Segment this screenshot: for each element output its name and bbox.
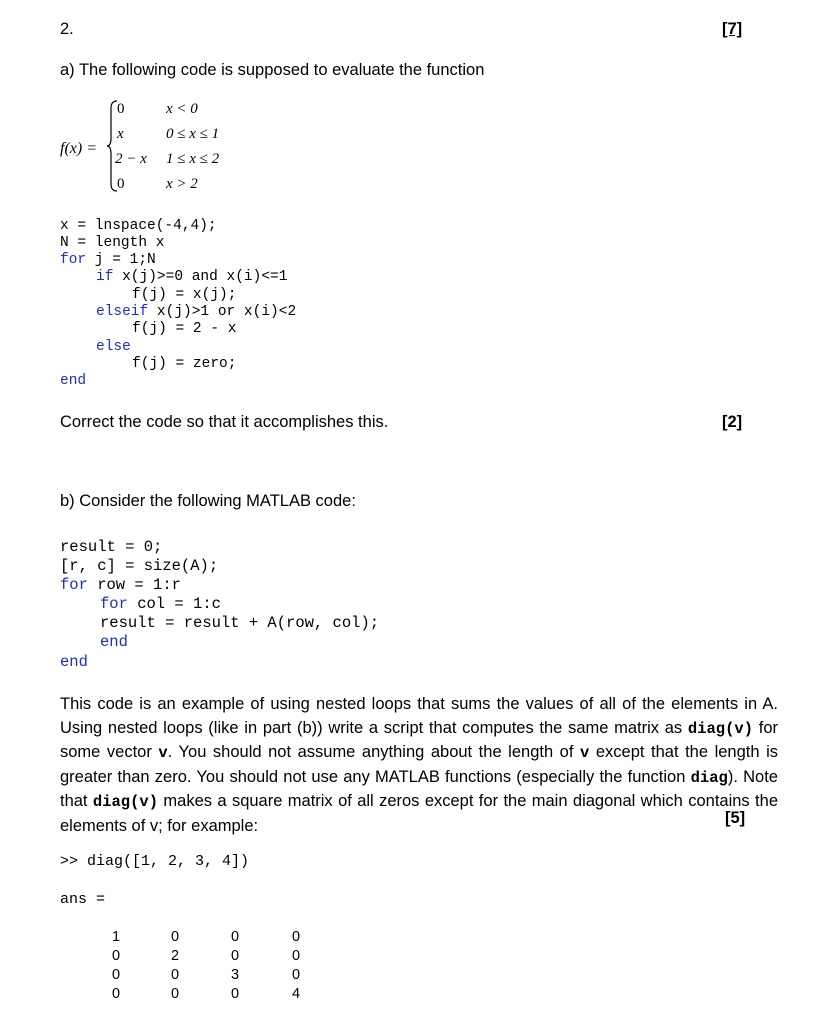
paragraph-text: . You should not assume anything about the length of (167, 743, 580, 762)
case-value: x (117, 126, 124, 142)
part-a-intro: a) The following code is supposed to evaluate the function (60, 61, 485, 79)
keyword: else (96, 339, 131, 355)
code-text: j = 1;N (86, 252, 156, 268)
case-value: 0 (117, 176, 125, 192)
matrix-cell: 0 (230, 986, 240, 1002)
code-inline: diag (690, 768, 728, 787)
function-lhs: f(x) = (60, 140, 97, 157)
code-text: col = 1:c (127, 595, 221, 613)
keyword: end (60, 373, 87, 389)
matrix-cell: 0 (170, 986, 180, 1002)
part-a-marks: [2] (722, 413, 743, 431)
code-line: f(j) = 2 - x (132, 321, 237, 337)
case-condition: 0 ≤ x ≤ 1 (166, 126, 220, 142)
code-line (100, 595, 221, 613)
total-marks: [7] (722, 20, 743, 38)
code-line: result = result + A(row, col); (100, 614, 380, 632)
code-text: x(j)>1 or x(i)<2 (148, 304, 297, 320)
code-inline: v (580, 744, 590, 763)
paragraph-text: ). Note that (60, 767, 778, 811)
code-line (60, 576, 181, 594)
part-a-instruction: Correct the code so that it accomplishes this. (60, 413, 389, 431)
ans-label: ans = (60, 891, 106, 908)
keyword: elseif (96, 304, 149, 320)
case-value: 2 − x (115, 151, 147, 167)
case-condition: x > 2 (166, 176, 198, 192)
paragraph-text: for some vector (60, 718, 779, 762)
code-line: result = 0; (60, 538, 163, 556)
matrix-cell: 0 (291, 948, 301, 964)
part-b-marks: [5] (725, 809, 746, 827)
matrix-cell: 0 (230, 929, 240, 945)
case-condition: 1 ≤ x ≤ 2 (166, 151, 220, 167)
matrix-cell: 0 (291, 967, 301, 983)
code-text: row = 1:r (87, 576, 181, 594)
keyword: for (60, 252, 87, 268)
matrix-cell: 3 (230, 967, 240, 983)
keyword: for (100, 595, 128, 613)
code-line (60, 252, 156, 268)
case-value: 0 (117, 101, 125, 117)
matrix-cell: 0 (170, 929, 180, 945)
part-b-paragraph (60, 693, 778, 839)
matrix-cell: 0 (111, 948, 121, 964)
code-inline: v (158, 744, 168, 763)
paragraph-text: makes a square matrix of all zeros except for the main diagonal which contains the elements of v; for example: (60, 792, 778, 835)
matrix-cell: 1 (111, 929, 121, 945)
code-line (96, 304, 296, 320)
code-line: x = lnspace(-4,4); (60, 218, 217, 234)
matlab-command: >> diag([1, 2, 3, 4]) (60, 853, 250, 870)
question-number: 2. (60, 20, 74, 38)
matrix-cell: 0 (111, 967, 121, 983)
matrix-cell: 0 (291, 929, 301, 945)
code-line: f(j) = x(j); (132, 287, 237, 303)
code-text: x(j)>=0 and x(i)<=1 (113, 269, 288, 285)
matrix-cell: 0 (111, 986, 121, 1002)
keyword: end (60, 653, 88, 671)
code-inline: diag(v) (687, 719, 754, 738)
code-line: f(j) = zero; (132, 356, 237, 372)
keyword: end (100, 633, 128, 651)
keyword: if (96, 269, 114, 285)
paragraph-text: This code is an example of using nested loops that sums the values of all of the elements in A. Using nested loops (like in part (b)) write a script that computes the same matrix as (60, 695, 778, 737)
code-inline: diag(v) (92, 793, 159, 812)
matrix-cell: 4 (291, 986, 301, 1002)
code-line (96, 269, 287, 285)
paragraph-text: except that the length is greater than zero. You should not use any MATLAB functions (especially the function (60, 743, 779, 786)
keyword: for (60, 576, 88, 594)
case-condition: x < 0 (166, 101, 198, 117)
part-b-intro: b) Consider the following MATLAB code: (60, 492, 356, 510)
matrix-cell: 2 (170, 948, 180, 964)
code-line: N = length x (60, 235, 165, 251)
matrix-cell: 0 (230, 948, 240, 964)
code-line: [r, c] = size(A); (60, 557, 219, 575)
matrix-cell: 0 (170, 967, 180, 983)
